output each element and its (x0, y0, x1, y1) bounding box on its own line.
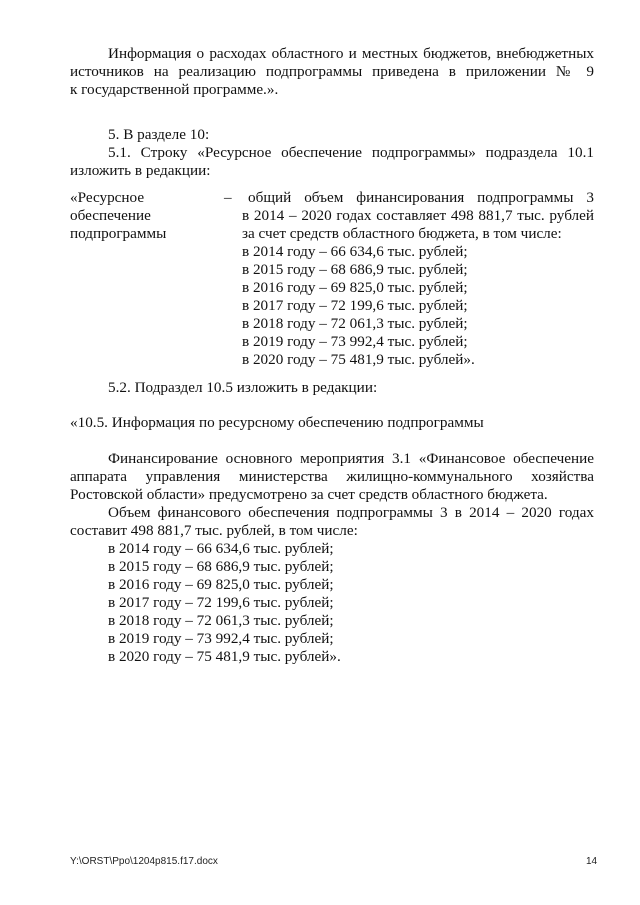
list-year-2017: в 2017 году – 72 199,6 тыс. рублей; (108, 594, 334, 611)
label-line-1: «Ресурсное (70, 189, 145, 206)
intro-paragraph (70, 45, 594, 99)
list-year-2020: в 2020 году – 75 481,9 тыс. рублей». (108, 648, 341, 665)
table-year-2020: в 2020 году – 75 481,9 тыс. рублей». (242, 351, 475, 368)
section-5-heading (70, 126, 594, 144)
resource-table-description (242, 189, 594, 369)
list-year-2015: в 2015 году – 68 686,9 тыс. рублей; (108, 558, 334, 575)
fin-p2-line-2: составит 498 881,7 тыс. рублей, в том числе: (70, 522, 358, 539)
label-line-2: обеспечение (70, 207, 151, 224)
subsection-title-text: «10.5. Информация по ресурсному обеспечению подпрограммы (70, 414, 484, 431)
table-year-2018: в 2018 году – 72 061,3 тыс. рублей; (242, 315, 468, 332)
item-5-2-text: 5.2. Подраздел 10.5 изложить в редакции: (108, 379, 378, 396)
financing-paragraph-1 (70, 450, 594, 504)
fin-p1-line-3: Ростовской области» предусмотрено за счет средств областного бюджета. (70, 486, 548, 503)
label-line-3: подпрограммы (70, 225, 167, 242)
list-year-2019: в 2019 году – 73 992,4 тыс. рублей; (108, 630, 334, 647)
table-year-2015: в 2015 году – 68 686,9 тыс. рублей; (242, 261, 468, 278)
table-year-2016: в 2016 году – 69 825,0 тыс. рублей; (242, 279, 468, 296)
intro-line-3: к государственной программе.». (70, 81, 279, 98)
table-year-2014: в 2014 году – 66 634,6 тыс. рублей; (242, 243, 468, 260)
intro-line-2: источников на реализацию подпрограммы приведена в приложении № 9 (70, 63, 594, 80)
desc-line-1: общий объем финансирования подпрограммы 3 (248, 189, 594, 206)
list-year-2018: в 2018 году – 72 061,3 тыс. рублей; (108, 612, 334, 629)
desc-line-3: за счет средств областного бюджета, в том числе: (242, 225, 562, 242)
fin-p1-line-2: аппарата управления министерства жилищно-коммунального хозяйства (70, 468, 594, 485)
resource-table-label (70, 189, 210, 243)
item-5-1 (70, 144, 594, 180)
intro-line-1: Информация о расходах областного и местных бюджетов, внебюджетных (108, 45, 594, 62)
list-year-2016: в 2016 году – 69 825,0 тыс. рублей; (108, 576, 334, 593)
financing-paragraph-2 (70, 504, 594, 540)
footer-page-number: 14 (586, 856, 598, 867)
list-year-2014: в 2014 году – 66 634,6 тыс. рублей; (108, 540, 334, 557)
subsection-title (70, 414, 594, 432)
item-5-1-line-2: изложить в редакции: (70, 162, 211, 179)
fin-p2-line-1: Объем финансового обеспечения подпрограммы 3 в 2014 – 2020 годах (108, 504, 594, 521)
resource-table-dash: – (224, 189, 232, 206)
footer-file-path: Y:\ORST\Ppo\1204p815.f17.docx (70, 856, 218, 867)
table-year-2017: в 2017 году – 72 199,6 тыс. рублей; (242, 297, 468, 314)
desc-line-2: в 2014 – 2020 годах составляет 498 881,7 тыс. рублей (242, 207, 594, 224)
fin-p1-line-1: Финансирование основного мероприятия 3.1 «Финансовое обеспечение (108, 450, 594, 467)
item-5-1-line-1: 5.1. Строку «Ресурсное обеспечение подпрограммы» подраздела 10.1 (108, 144, 594, 161)
financing-year-list (108, 540, 341, 666)
item-5-2 (70, 379, 594, 397)
section-5-heading-text: 5. В разделе 10: (108, 126, 210, 143)
table-year-2019: в 2019 году – 73 992,4 тыс. рублей; (242, 333, 468, 350)
